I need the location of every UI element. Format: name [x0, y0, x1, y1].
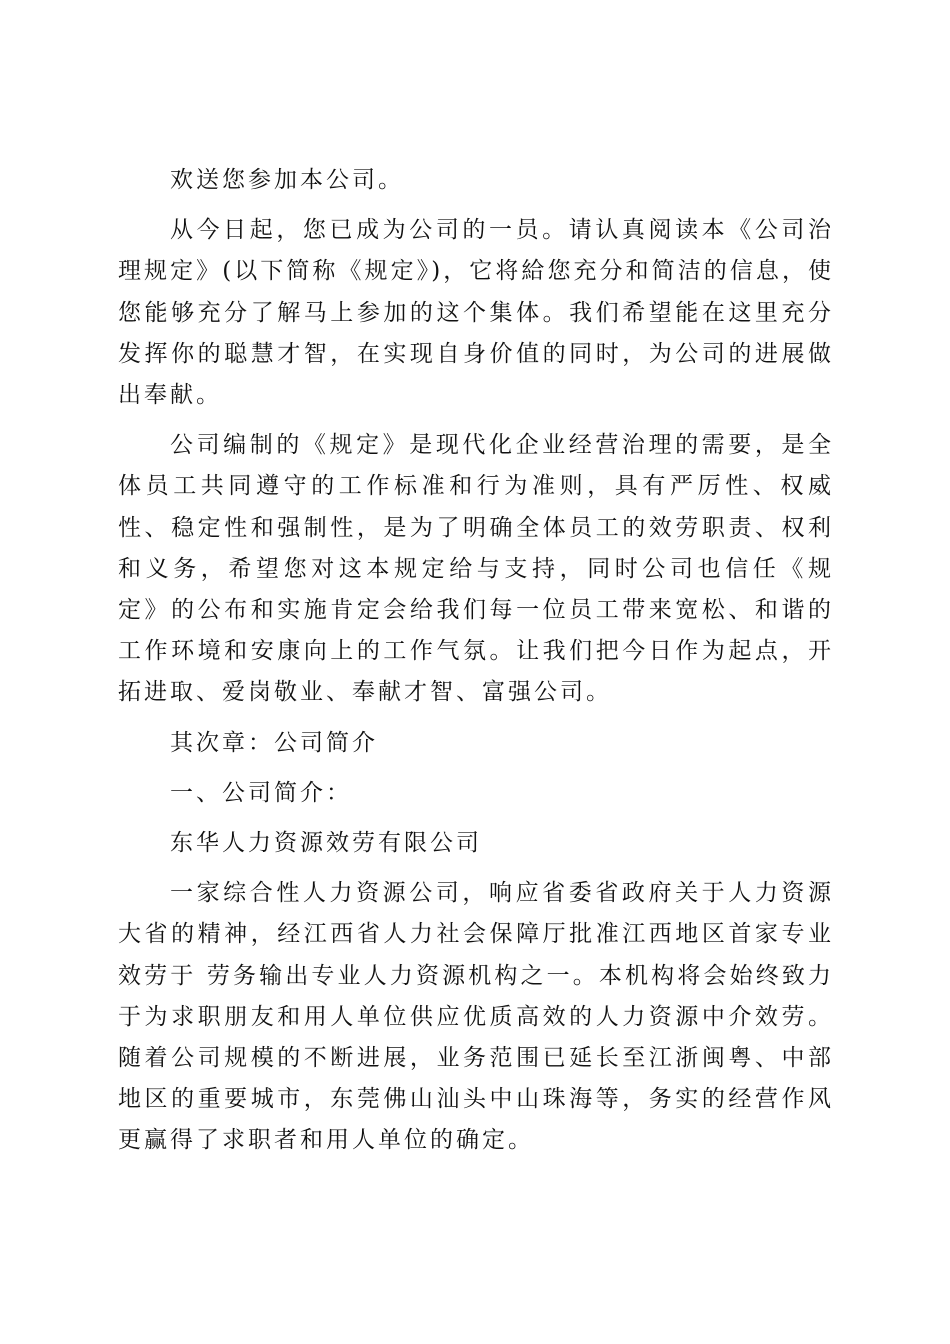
paragraph-welcome: 欢送您参加本公司。: [170, 167, 404, 193]
paragraph-company-description: 一家综合性人力资源公司，响应省委省政府关于人力资源大省的精神，经江西省人力社会保障厅批准江西地区首家专业效劳于 劳务输出专业人力资源机构之一。本机构将会始终致力于为求职朋友和用人单位供应优质高效的人力资源中介效劳。随着公司规模的不断进展，业务范围已延长至江浙闽粤、中部地区的重要城市，东莞佛山汕头中山珠海等，务实的经营作风更赢得了求职者和用人单位的确定。: [118, 880, 834, 1154]
document-body: [118, 160, 834, 1171]
section-heading: 一、公司简介：: [170, 779, 352, 806]
paragraph-introduction: 从今日起，您已成为公司的一员。请认真阅读本《公司治理规定》(以下简称《规定》)，它将給您充分和简洁的信息，使您能够充分了解马上参加的这个集体。我们希望能在这里充分发挥你的聪慧才智，在实现自身价值的同时，为公司的进展做出奉献。: [118, 217, 834, 409]
paragraph-regulations-purpose: 公司编制的《规定》是现代化企业经营治理的需要，是全体员工共同遵守的工作标准和行为准则，具有严厉性、权威性、稳定性和强制性，是为了明确全体员工的效劳职责、权利和义务，希望您对这本规定给与支持，同时公司也信任《规定》的公布和实施肯定会给我们每一位员工带来宽松、和谐的工作环境和安康向上的工作气氛。让我们把今日作为起点，开拓进取、爱岗敬业、奉献才智、富强公司。: [118, 432, 834, 706]
chapter-heading: 其次章：公司简介: [170, 729, 378, 756]
company-name: 东华人力资源效劳有限公司: [170, 830, 482, 857]
